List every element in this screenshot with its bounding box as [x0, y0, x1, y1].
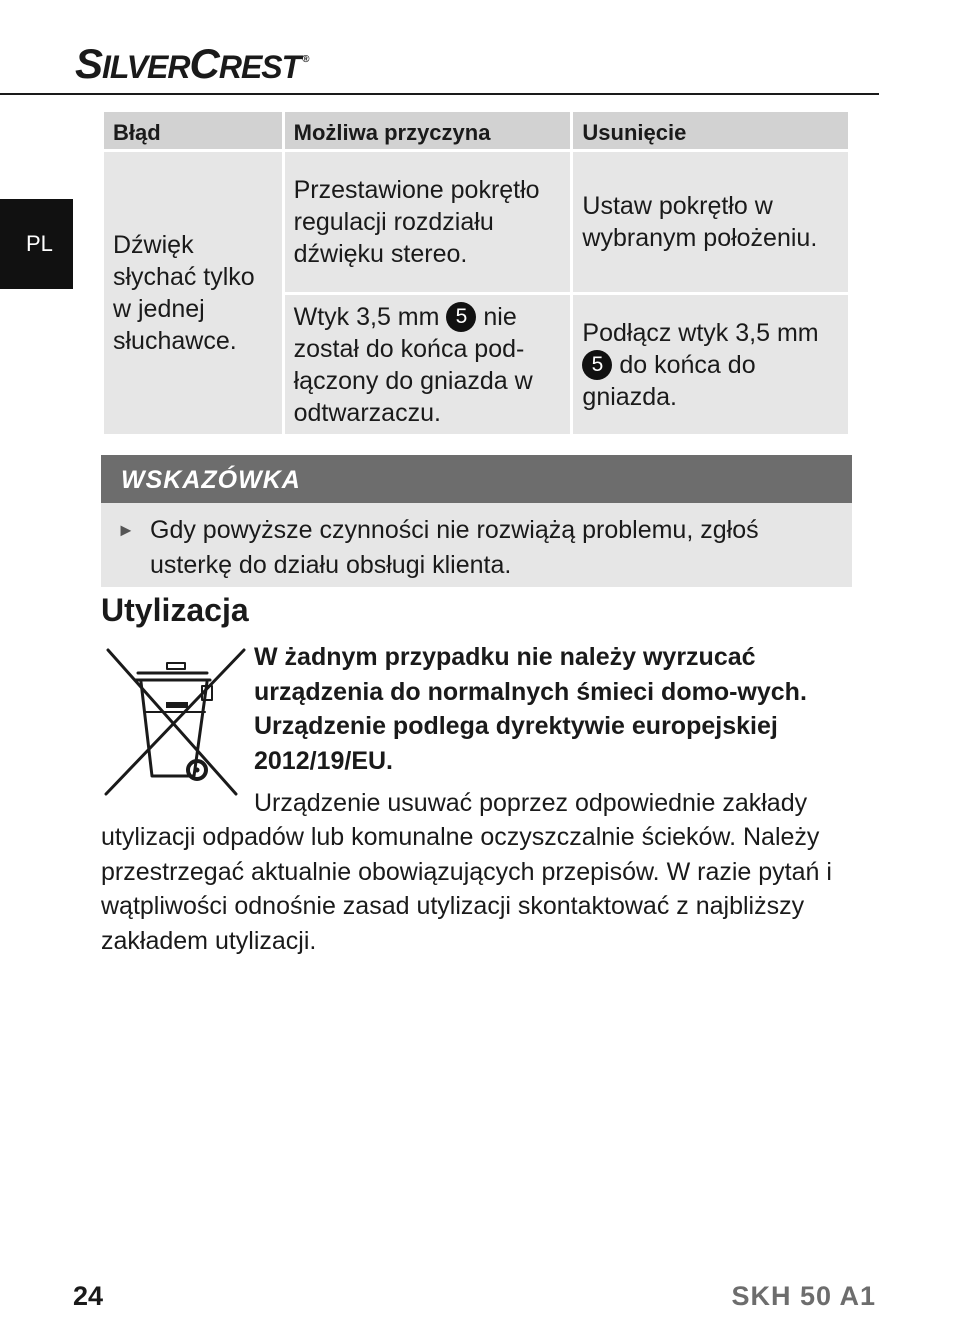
- cause-cell: Przestawione pokrętło regulacji rozdziału dźwięku stereo.: [283, 151, 572, 294]
- error-cell: Dźwięk słychać tylko w jednej słuchawce.: [103, 151, 284, 436]
- fix-cell: Podłącz wtyk 3,5 mm 5 do końca do gniazda.: [572, 294, 850, 436]
- header-fix: Usunięcie: [572, 111, 850, 151]
- fix-cell: Ustaw pokrętło w wybranym położeniu.: [572, 151, 850, 294]
- part-reference-badge: 5: [582, 350, 612, 380]
- crossed-out-wheelie-bin-icon: [104, 646, 248, 800]
- note-title: WSKAZÓWKA: [101, 455, 852, 503]
- section-title: Utylizacja: [101, 592, 249, 628]
- header-cause: Możliwa przyczyna: [283, 111, 572, 151]
- disposal-text-first-line: Urządzenie usuwać poprzez odpowiednie zakłady: [254, 789, 808, 817]
- cause-cell: Wtyk 3,5 mm 5 nie został do końca pod-łączony do gniazda w odtwarzaczu.: [283, 294, 572, 436]
- note-body: [101, 503, 852, 583]
- note-text: Gdy powyższe czynności nie rozwiążą problemu, zgłoś usterkę do działu obsługi klienta.: [150, 516, 759, 579]
- disposal-warning: W żadnym przypadku nie należy wyrzucać urządzenia do normalnych śmieci domo-wych. Urządzenie podlega dyrektywie europejskiej 2012/19/EU.: [254, 643, 807, 775]
- model-number: SKH 50 A1: [731, 1281, 876, 1311]
- part-reference-badge: 5: [446, 302, 476, 332]
- header-rule: [0, 93, 879, 95]
- header-error: Błąd: [103, 111, 284, 151]
- table-row: [103, 151, 850, 294]
- brand-logo: SILVERCREST ®: [75, 40, 309, 87]
- bullet-arrow-icon: ►: [117, 520, 135, 540]
- note-box: [101, 455, 852, 587]
- page-number: 24: [73, 1281, 104, 1311]
- language-tab: PL: [0, 199, 73, 289]
- table-header-row: [103, 111, 850, 151]
- troubleshooting-table: [101, 109, 851, 437]
- disposal-text: utylizacji odpadów lub komunalne oczyszczalnie ścieków. Należy przestrzegać aktualnie obowiązujących przepisów. W razie pytań i wątpliwości odnośnie zasad utylizacji skontaktować z najbliższy zakładem utylizacji.: [101, 823, 832, 955]
